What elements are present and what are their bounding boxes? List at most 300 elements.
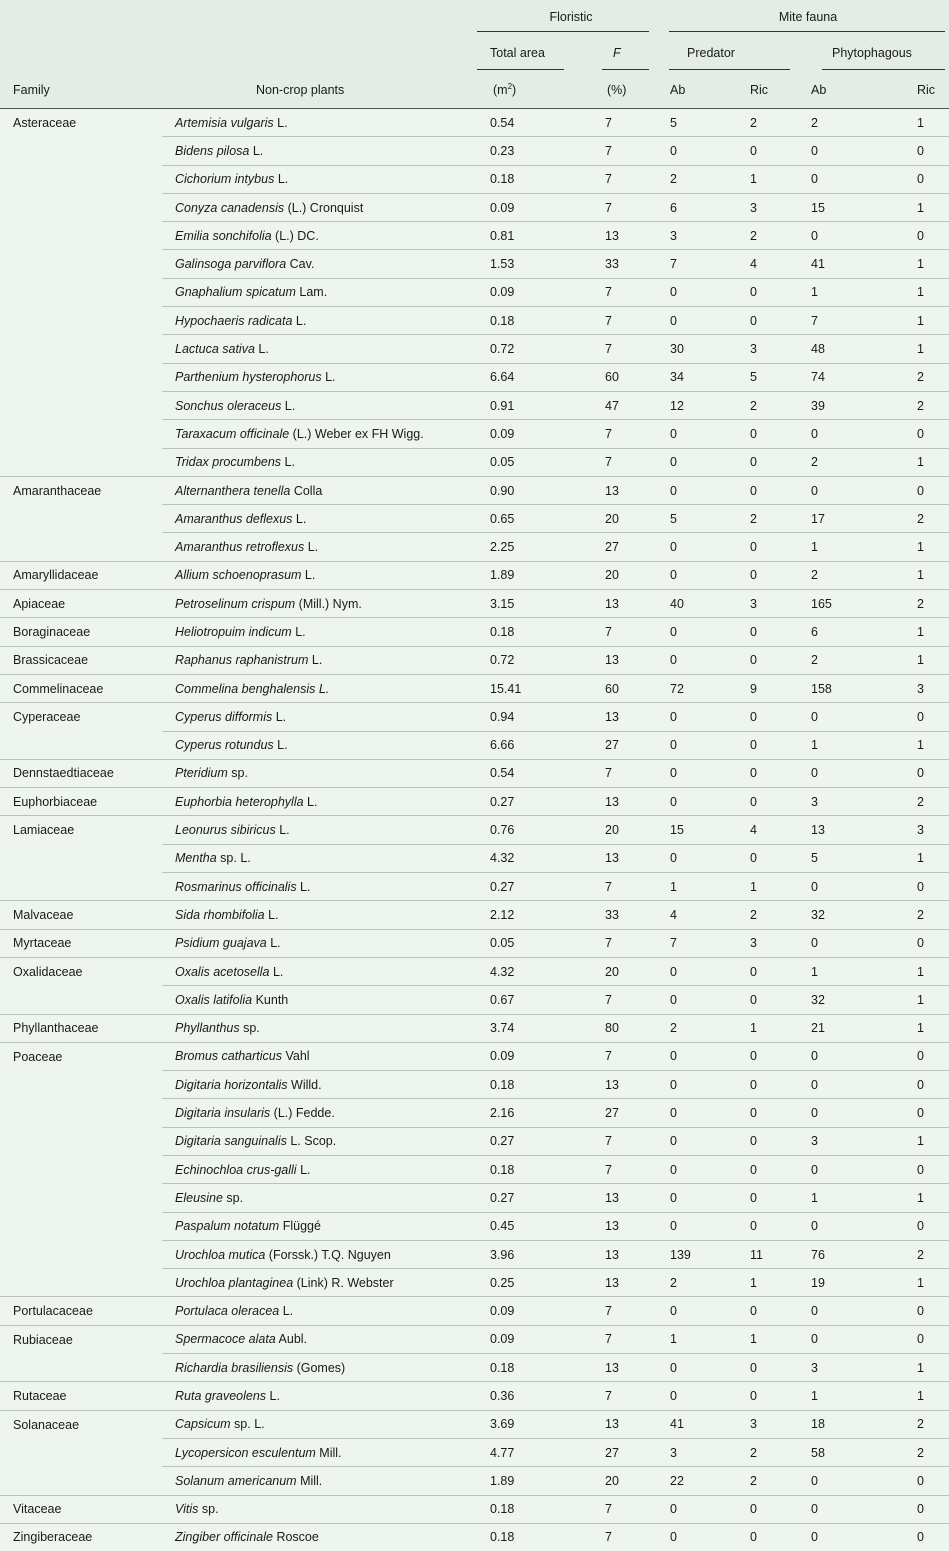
table-body [0, 109, 949, 1551]
table-row [0, 391, 949, 419]
plant-cell [162, 1184, 475, 1212]
predator-ab-cell: 1 [667, 1325, 739, 1353]
predator-ab-cell: 0 [667, 646, 739, 674]
predator-ric-cell: 0 [739, 278, 808, 306]
phytophagous-ric-cell: 1 [885, 561, 949, 589]
plant-cell [162, 873, 475, 901]
plant-author: L. [255, 342, 269, 356]
family-cell [0, 1127, 162, 1155]
table-row [0, 1269, 949, 1297]
plant-cell [162, 1240, 475, 1268]
plant-genus: Amaranthus deflexus [175, 512, 292, 526]
phytophagous-ric-cell: 0 [885, 703, 949, 731]
predator-ab-cell: 1 [667, 873, 739, 901]
frequency-cell: 7 [582, 1382, 667, 1410]
phytophagous-ric-cell: 0 [885, 1212, 949, 1240]
plant-author: Vahl [282, 1049, 310, 1063]
plant-genus: Amaranthus retroflexus [175, 540, 304, 554]
predator-ab-cell: 5 [667, 505, 739, 533]
phytophagous-ab-cell: 13 [808, 816, 885, 844]
predator-ab-cell: 40 [667, 590, 739, 618]
predator-ab-cell: 0 [667, 448, 739, 476]
frequency-cell: 7 [582, 448, 667, 476]
total-area-cell: 0.81 [475, 222, 582, 250]
predator-ric-cell: 3 [739, 335, 808, 363]
phytophagous-ric-cell: 0 [885, 873, 949, 901]
plant-author: L. [304, 795, 318, 809]
predator-ric-cell: 2 [739, 222, 808, 250]
plant-cell [162, 1212, 475, 1240]
predator-ric-cell: 4 [739, 250, 808, 278]
total-area-cell: 2.12 [475, 901, 582, 929]
plant-author: L. [265, 908, 279, 922]
frequency-cell: 7 [582, 618, 667, 646]
predator-ric-cell: 3 [739, 193, 808, 221]
plant-author: L. [249, 144, 263, 158]
phytophagous-ric-cell: 1 [885, 278, 949, 306]
plant-cell [162, 391, 475, 419]
frequency-cell: 7 [582, 1155, 667, 1183]
table-row [0, 193, 949, 221]
plant-genus: Urochloa mutica [175, 1248, 265, 1262]
plant-cell [162, 165, 475, 193]
plant-author: sp. [198, 1502, 218, 1516]
phytophagous-ab-cell: 48 [808, 335, 885, 363]
plant-genus: Zingiber officinale [175, 1530, 273, 1544]
table-row [0, 618, 949, 646]
predator-ric-cell: 0 [739, 1495, 808, 1523]
frequency-cell: 27 [582, 1438, 667, 1466]
phytophagous-ab-cell: 1 [808, 1382, 885, 1410]
plant-cell [162, 590, 475, 618]
table-row [0, 1354, 949, 1382]
predator-ric-cell: 0 [739, 646, 808, 674]
plant-author: sp. [223, 1191, 243, 1205]
predator-ab-cell: 0 [667, 137, 739, 165]
total-area-cell: 2.25 [475, 533, 582, 561]
family-cell [0, 1467, 162, 1495]
family-cell [0, 1212, 162, 1240]
predator-ab-cell: 0 [667, 618, 739, 646]
plant-genus: Eleusine [175, 1191, 223, 1205]
table-row [0, 307, 949, 335]
plant-cell [162, 1014, 475, 1042]
phytophagous-ab-cell: 0 [808, 1212, 885, 1240]
predator-ab-cell: 2 [667, 1014, 739, 1042]
plant-cell [162, 788, 475, 816]
predator-ab-cell: 0 [667, 1382, 739, 1410]
phytophagous-ric-cell: 1 [885, 109, 949, 137]
phytophagous-ab-cell: 0 [808, 222, 885, 250]
table-row [0, 1410, 949, 1438]
phytophagous-ab-cell: 3 [808, 1354, 885, 1382]
phytophagous-ric-cell: 0 [885, 1325, 949, 1353]
phytophagous-ric-cell: 2 [885, 1240, 949, 1268]
plant-genus: Heliotropuim indicum [175, 625, 292, 639]
plant-author: L. [267, 936, 281, 950]
phytophagous-ric-cell: 1 [885, 1354, 949, 1382]
predator-ab-cell: 12 [667, 391, 739, 419]
predator-ric-cell: 9 [739, 674, 808, 702]
predator-ric-cell: 0 [739, 844, 808, 872]
plant-genus: Digitaria horizontalis [175, 1078, 288, 1092]
total-area-cell: 0.54 [475, 759, 582, 787]
plant-author: (L.) DC. [272, 229, 319, 243]
total-area-cell: 0.09 [475, 193, 582, 221]
table-row [0, 1184, 949, 1212]
predator-ric-cell: 0 [739, 1099, 808, 1127]
plant-genus: Euphorbia heterophylla [175, 795, 304, 809]
predator-ab-cell: 0 [667, 957, 739, 985]
plant-cell [162, 618, 475, 646]
plant-cell [162, 222, 475, 250]
plant-genus: Sida rhombifolia [175, 908, 265, 922]
total-area-cell: 3.96 [475, 1240, 582, 1268]
header-predator: Predator [667, 34, 808, 72]
plant-genus: Raphanus raphanistrum [175, 653, 308, 667]
predator-ric-cell: 0 [739, 986, 808, 1014]
plant-author: L. [304, 540, 318, 554]
table-row [0, 674, 949, 702]
plant-author: L. [270, 965, 284, 979]
plant-genus: Lactuca sativa [175, 342, 255, 356]
plant-cell [162, 674, 475, 702]
family-cell [0, 137, 162, 165]
phytophagous-ric-cell: 0 [885, 759, 949, 787]
phytophagous-ab-cell: 0 [808, 476, 885, 504]
table-row [0, 759, 949, 787]
phytophagous-ab-cell: 39 [808, 391, 885, 419]
plant-author: L. [274, 738, 288, 752]
family-cell [0, 307, 162, 335]
plant-author: L. [297, 1163, 311, 1177]
header-mite-fauna: Mite fauna [667, 0, 949, 34]
table-row [0, 1325, 949, 1353]
frequency-cell: 13 [582, 844, 667, 872]
total-area-cell: 0.72 [475, 646, 582, 674]
plant-cell [162, 1269, 475, 1297]
predator-ab-cell: 4 [667, 901, 739, 929]
table-row [0, 1495, 949, 1523]
phytophagous-ric-cell: 1 [885, 646, 949, 674]
family-cell [0, 250, 162, 278]
plant-genus: Echinochloa crus-galli [175, 1163, 297, 1177]
predator-ric-cell: 0 [739, 420, 808, 448]
plant-author: L. [322, 370, 336, 384]
header-floristic: Floristic [475, 0, 667, 34]
phytophagous-ric-cell: 1 [885, 1184, 949, 1212]
predator-ab-cell: 0 [667, 307, 739, 335]
table-row [0, 533, 949, 561]
plant-author: Mill. [316, 1446, 342, 1460]
frequency-cell: 7 [582, 193, 667, 221]
phytophagous-ric-cell: 1 [885, 618, 949, 646]
family-cell: Commelinaceae [0, 674, 162, 702]
plant-cell [162, 1410, 475, 1438]
plant-author: L. [266, 1389, 280, 1403]
plant-genus: Commelina benghalensis L. [175, 682, 329, 696]
plant-author: L. [292, 512, 306, 526]
total-area-cell: 0.18 [475, 165, 582, 193]
header-ab-predator: Ab [667, 72, 739, 109]
plant-genus: Digitaria insularis [175, 1106, 270, 1120]
total-area-cell: 4.77 [475, 1438, 582, 1466]
plant-author: Roscoe [273, 1530, 319, 1544]
table-row [0, 1155, 949, 1183]
predator-ric-cell: 0 [739, 561, 808, 589]
phytophagous-ab-cell: 15 [808, 193, 885, 221]
table-row [0, 788, 949, 816]
frequency-cell: 60 [582, 674, 667, 702]
family-cell: Rutaceae [0, 1382, 162, 1410]
total-area-cell: 0.18 [475, 1155, 582, 1183]
family-cell: Dennstaedtiaceae [0, 759, 162, 787]
plant-author: L. [274, 116, 288, 130]
plant-author: (Mill.) Nym. [295, 597, 362, 611]
plant-genus: Allium schoenoprasum [175, 568, 301, 582]
family-cell [0, 193, 162, 221]
phytophagous-ric-cell: 1 [885, 250, 949, 278]
frequency-cell: 7 [582, 1042, 667, 1070]
phytophagous-ab-cell: 76 [808, 1240, 885, 1268]
phytophagous-ab-cell: 1 [808, 278, 885, 306]
plant-author: Cav. [286, 257, 314, 271]
frequency-cell: 13 [582, 590, 667, 618]
family-cell: Myrtaceae [0, 929, 162, 957]
frequency-cell: 7 [582, 873, 667, 901]
phytophagous-ric-cell: 0 [885, 420, 949, 448]
predator-ab-cell: 2 [667, 1269, 739, 1297]
predator-ab-cell: 0 [667, 1071, 739, 1099]
plant-cell [162, 1127, 475, 1155]
family-cell [0, 873, 162, 901]
predator-ric-cell: 5 [739, 363, 808, 391]
plant-cell [162, 731, 475, 759]
header-non-crop-plants: Non-crop plants [162, 72, 475, 109]
phytophagous-ab-cell: 0 [808, 1467, 885, 1495]
family-cell: Euphorbiaceae [0, 788, 162, 816]
predator-ric-cell: 1 [739, 1325, 808, 1353]
frequency-cell: 7 [582, 137, 667, 165]
header-family: Family [0, 72, 162, 109]
predator-ric-cell: 2 [739, 505, 808, 533]
total-area-cell: 3.74 [475, 1014, 582, 1042]
family-cell [0, 1071, 162, 1099]
frequency-cell: 60 [582, 363, 667, 391]
total-area-cell: 0.18 [475, 1523, 582, 1551]
phytophagous-ab-cell: 1 [808, 957, 885, 985]
plant-author: L. [279, 1304, 293, 1318]
predator-ab-cell: 3 [667, 222, 739, 250]
total-area-cell: 0.18 [475, 618, 582, 646]
phytophagous-ric-cell: 2 [885, 901, 949, 929]
frequency-cell: 33 [582, 250, 667, 278]
phytophagous-ric-cell: 2 [885, 1410, 949, 1438]
phytophagous-ric-cell: 0 [885, 1467, 949, 1495]
table-row [0, 335, 949, 363]
plant-cell [162, 1467, 475, 1495]
phytophagous-ric-cell: 1 [885, 1382, 949, 1410]
total-area-cell: 0.65 [475, 505, 582, 533]
family-cell [0, 1438, 162, 1466]
frequency-cell: 7 [582, 1127, 667, 1155]
table-row [0, 363, 949, 391]
predator-ric-cell: 1 [739, 1014, 808, 1042]
plant-cell [162, 759, 475, 787]
phytophagous-ab-cell: 0 [808, 1325, 885, 1353]
table-row [0, 1523, 949, 1551]
plant-author: L. [274, 172, 288, 186]
plant-cell [162, 1325, 475, 1353]
plant-genus: Leonurus sibiricus [175, 823, 276, 837]
table-row [0, 1467, 949, 1495]
plant-cell [162, 335, 475, 363]
phytophagous-ab-cell: 32 [808, 986, 885, 1014]
phytophagous-ab-cell: 0 [808, 165, 885, 193]
total-area-cell: 0.05 [475, 448, 582, 476]
plant-author: (L.) Fedde. [270, 1106, 335, 1120]
phytophagous-ab-cell: 0 [808, 1042, 885, 1070]
phytophagous-ab-cell: 158 [808, 674, 885, 702]
table-row [0, 703, 949, 731]
total-area-cell: 3.69 [475, 1410, 582, 1438]
phytophagous-ric-cell: 1 [885, 1269, 949, 1297]
total-area-cell: 0.09 [475, 1042, 582, 1070]
plant-genus: Hypochaeris radicata [175, 314, 292, 328]
plant-genus: Pteridium [175, 766, 228, 780]
phytophagous-ric-cell: 0 [885, 165, 949, 193]
predator-ric-cell: 0 [739, 1212, 808, 1240]
plant-cell [162, 533, 475, 561]
plant-author: L. [281, 399, 295, 413]
total-area-cell: 0.45 [475, 1212, 582, 1240]
family-cell [0, 420, 162, 448]
phytophagous-ric-cell: 1 [885, 335, 949, 363]
plant-genus: Digitaria sanguinalis [175, 1134, 287, 1148]
predator-ric-cell: 0 [739, 476, 808, 504]
header-f: F [582, 34, 667, 72]
plant-genus: Sonchus oleraceus [175, 399, 281, 413]
plant-author: L. Scop. [287, 1134, 336, 1148]
predator-ric-cell: 2 [739, 1467, 808, 1495]
plant-cell [162, 193, 475, 221]
predator-ab-cell: 0 [667, 476, 739, 504]
plant-cell [162, 1523, 475, 1551]
table-row [0, 222, 949, 250]
predator-ab-cell: 22 [667, 1467, 739, 1495]
predator-ric-cell: 0 [739, 1297, 808, 1325]
phytophagous-ab-cell: 0 [808, 703, 885, 731]
frequency-cell: 7 [582, 986, 667, 1014]
total-area-cell: 0.09 [475, 1297, 582, 1325]
total-area-cell: 1.53 [475, 250, 582, 278]
plant-genus: Ruta graveolens [175, 1389, 266, 1403]
family-cell [0, 1184, 162, 1212]
predator-ric-cell: 1 [739, 1269, 808, 1297]
predator-ab-cell: 2 [667, 165, 739, 193]
frequency-cell: 47 [582, 391, 667, 419]
total-area-cell: 0.72 [475, 335, 582, 363]
predator-ab-cell: 34 [667, 363, 739, 391]
plant-author: Colla [290, 484, 322, 498]
plant-cell [162, 137, 475, 165]
plant-cell [162, 901, 475, 929]
frequency-cell: 27 [582, 533, 667, 561]
predator-ab-cell: 0 [667, 703, 739, 731]
predator-ab-cell: 7 [667, 929, 739, 957]
plant-author: Willd. [288, 1078, 322, 1092]
plant-cell [162, 505, 475, 533]
predator-ric-cell: 0 [739, 307, 808, 335]
phytophagous-ric-cell: 1 [885, 986, 949, 1014]
plant-genus: Emilia sonchifolia [175, 229, 272, 243]
plant-cell [162, 929, 475, 957]
phytophagous-ab-cell: 21 [808, 1014, 885, 1042]
plant-author: sp. [240, 1021, 260, 1035]
plant-genus: Alternanthera tenella [175, 484, 290, 498]
frequency-cell: 13 [582, 1212, 667, 1240]
family-cell: Boraginaceae [0, 618, 162, 646]
frequency-cell: 7 [582, 278, 667, 306]
predator-ric-cell: 3 [739, 590, 808, 618]
plant-genus: Rosmarinus officinalis [175, 880, 297, 894]
predator-ric-cell: 0 [739, 703, 808, 731]
phytophagous-ab-cell: 3 [808, 1127, 885, 1155]
plant-cell [162, 1438, 475, 1466]
plant-cell [162, 1042, 475, 1070]
phytophagous-ab-cell: 0 [808, 1071, 885, 1099]
frequency-cell: 7 [582, 165, 667, 193]
plant-genus: Urochloa plantaginea [175, 1276, 293, 1290]
plant-cell [162, 476, 475, 504]
frequency-cell: 7 [582, 420, 667, 448]
phytophagous-ab-cell: 1 [808, 533, 885, 561]
phytophagous-ric-cell: 1 [885, 844, 949, 872]
predator-ab-cell: 0 [667, 1042, 739, 1070]
phytophagous-ab-cell: 74 [808, 363, 885, 391]
phytophagous-ab-cell: 165 [808, 590, 885, 618]
plant-cell [162, 278, 475, 306]
predator-ab-cell: 7 [667, 250, 739, 278]
plant-genus: Cyperus rotundus [175, 738, 274, 752]
plant-genus: Bidens pilosa [175, 144, 249, 158]
total-area-cell: 0.09 [475, 1325, 582, 1353]
plant-genus: Parthenium hysterophorus [175, 370, 322, 384]
phytophagous-ric-cell: 1 [885, 731, 949, 759]
plant-author: Flüggé [279, 1219, 321, 1233]
frequency-cell: 20 [582, 561, 667, 589]
predator-ab-cell: 0 [667, 759, 739, 787]
plant-author: L. [301, 568, 315, 582]
predator-ric-cell: 0 [739, 533, 808, 561]
plant-genus: Portulaca oleracea [175, 1304, 279, 1318]
plant-author: L. [308, 653, 322, 667]
total-area-cell: 0.91 [475, 391, 582, 419]
phytophagous-ric-cell: 1 [885, 1127, 949, 1155]
table-row [0, 957, 949, 985]
predator-ric-cell: 2 [739, 391, 808, 419]
predator-ab-cell: 0 [667, 278, 739, 306]
predator-ab-cell: 0 [667, 420, 739, 448]
table-row [0, 137, 949, 165]
header-ric-predator: Ric [739, 72, 808, 109]
predator-ab-cell: 0 [667, 1184, 739, 1212]
plant-genus: Richardia brasiliensis [175, 1361, 293, 1375]
predator-ric-cell: 11 [739, 1240, 808, 1268]
plant-author: (L.) Weber ex FH Wigg. [289, 427, 424, 441]
phytophagous-ric-cell: 1 [885, 533, 949, 561]
total-area-cell: 0.18 [475, 307, 582, 335]
